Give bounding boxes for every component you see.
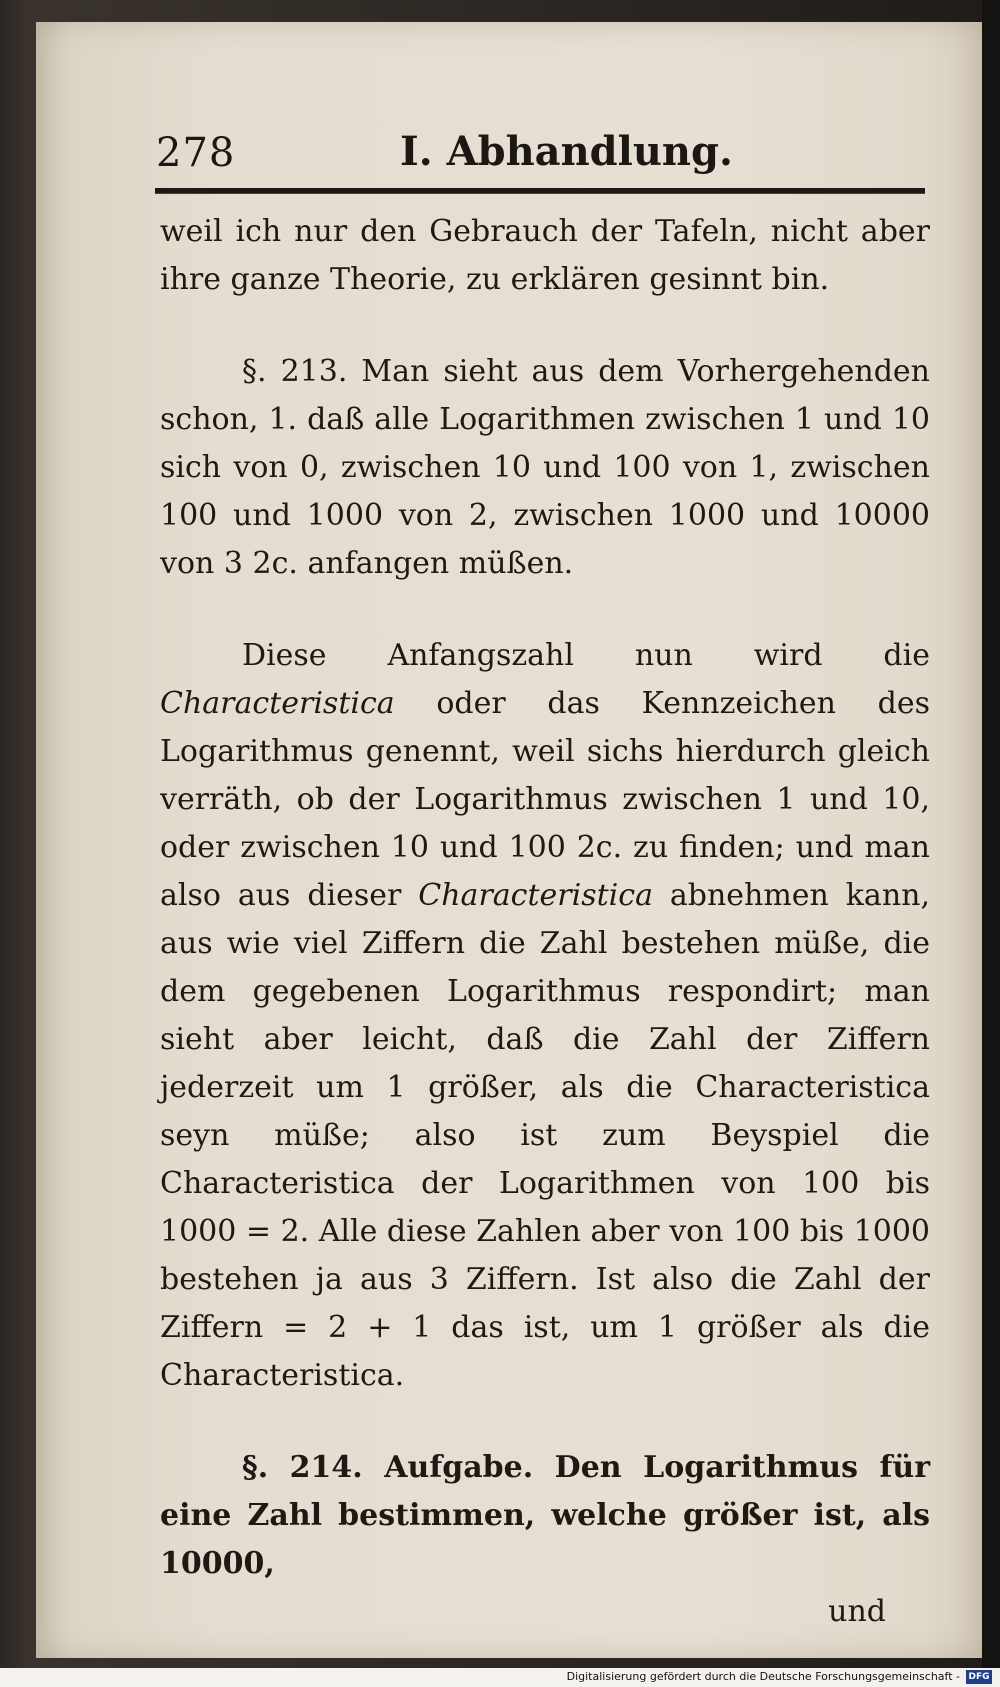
paragraph-section-213: §. 213. Man sieht aus dem Vorhergehenden schon, 1. daß alle Logarithmen zwischen 1 und 10 sich von 0, zwischen 10 und 100 von 1, zwischen 100 und 1000 von 2, zwischen 1000 und 10000 von 3 2c. anfangen müßen. [160,354,930,581]
paragraph-1: weil ich nur den Gebrauch der Tafeln, nicht aber ihre ganze Theorie, zu erklären gesinnt bin. [160,214,930,297]
dfg-logo: DFG [966,1670,992,1684]
footer-credit: Digitalisierung gefördert durch die Deutsche Forschungsgemeinschaft - [566,1670,960,1683]
header-rule [155,188,925,194]
text-segment: abnehmen kann, aus wie viel Ziffern die Zahl bestehen müße, die dem gegebenen Logarithmus respondirt; man sieht aber leicht, daß die Zahl der Ziffern jederzeit um 1 größer, als die Characteristica seyn müße; also ist zum Beyspiel die Characteristica der Logarithmen von 100 bis 1000 = 2. Alle diese Zahlen aber von 100 bis 1000 bestehen ja aus 3 Ziffern. Ist also die Zahl der Ziffern = 2 + 1 das ist, um 1 größer als die Characteristica. [160,878,930,1393]
text-segment: Diese Anfangszahl nun wird die [242,638,930,673]
chapter-title: I. Abhandlung. [400,128,733,175]
latin-term: Characteristica [160,686,395,721]
paragraph-section-214: §. 214. Aufgabe. Den Logarithmus für eine Zahl bestimmen, welche größer ist, als 10000, [160,1450,930,1581]
scan-edge [982,0,1000,1668]
latin-term: Characteristica [418,878,653,913]
digitization-footer [0,1668,1000,1687]
catchword: und [828,1594,886,1629]
page-number: 278 [156,130,236,176]
running-head [120,120,930,180]
paragraph-characteristica [160,632,930,1400]
text-segment: oder das Kennzeichen des Logarithmus genennt, weil sichs hierdurch gleich verräth, ob der Logarithmus zwischen 1 und 10, oder zwischen 10 und 100 2c. zu finden; und man also aus dieser [160,686,930,913]
page-text [160,208,930,1636]
